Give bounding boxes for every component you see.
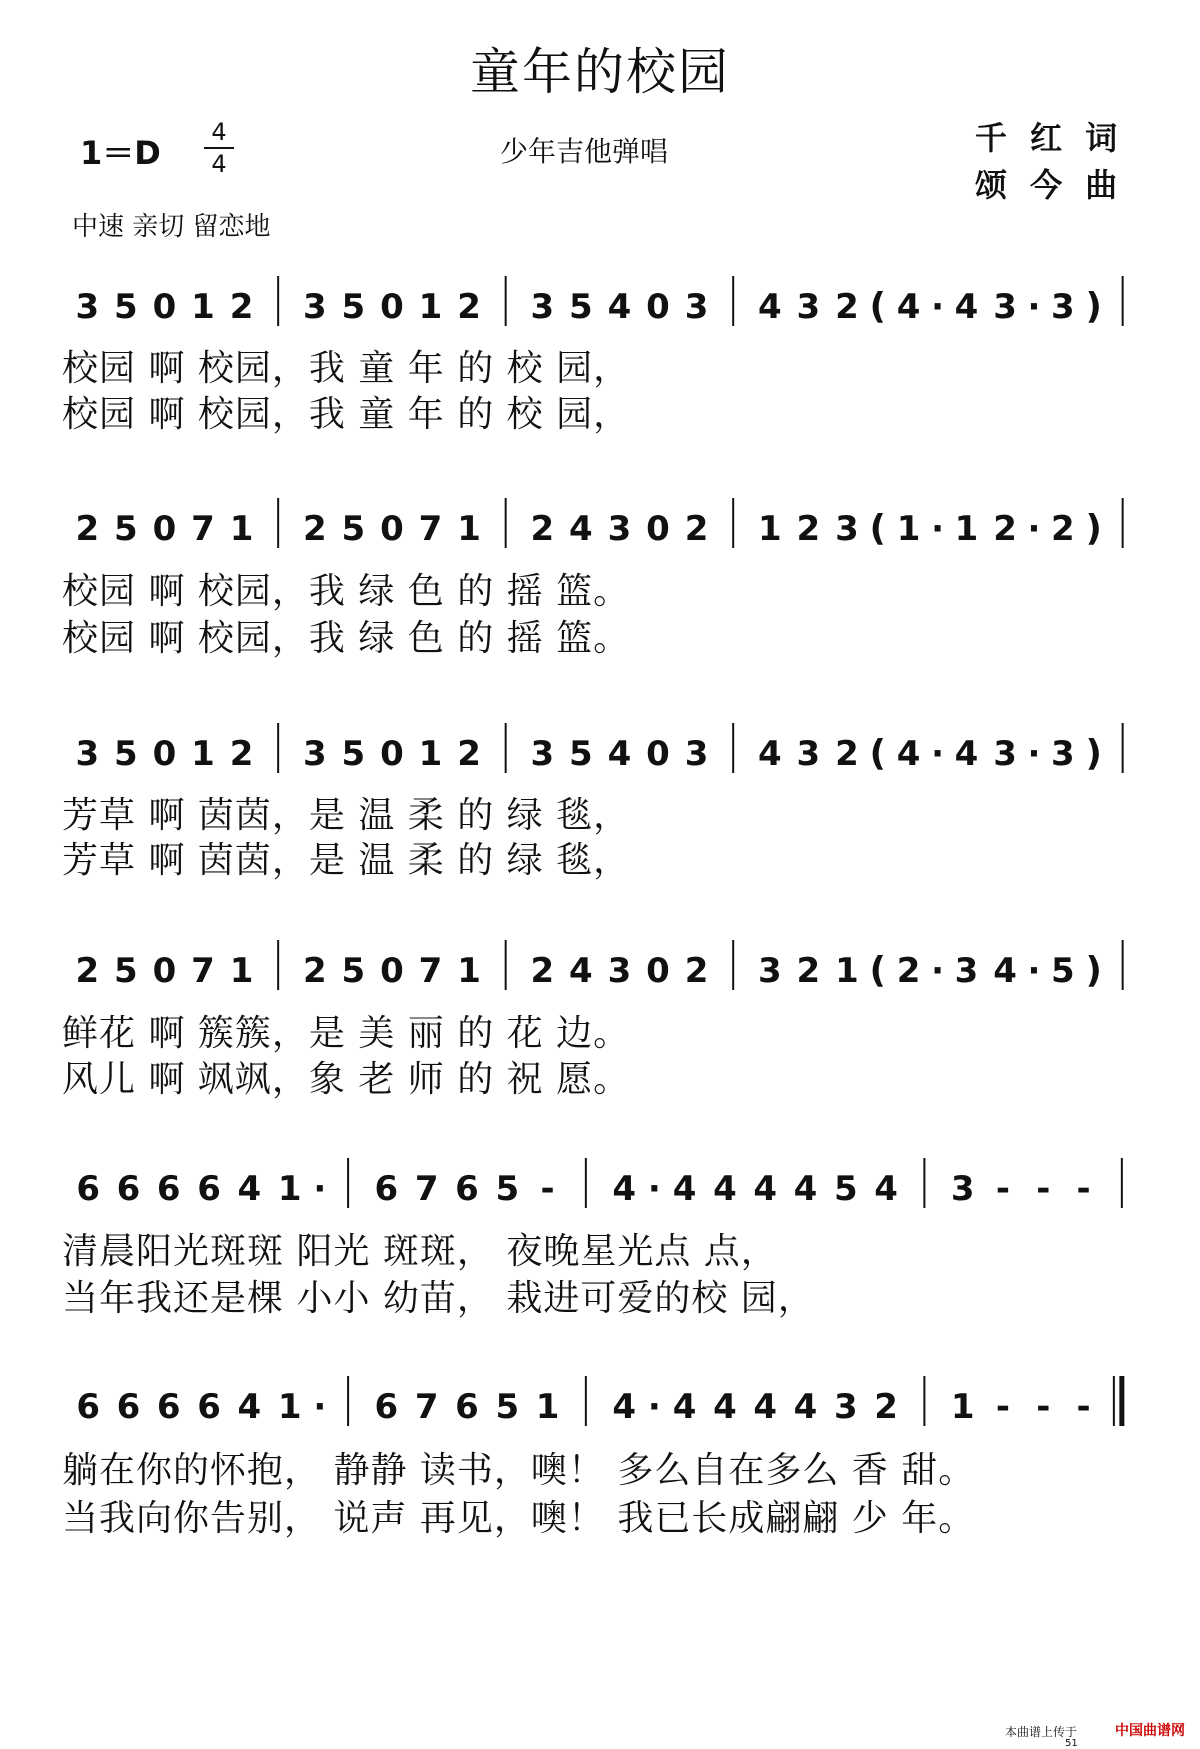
key-signature: 1＝D [80,134,161,172]
score-note: 6 [116,1387,141,1427]
score-note: 4 [612,1169,636,1209]
score-note: ( [869,286,887,327]
score-note: 3 [1051,287,1075,327]
footer-upload-text: 本曲谱上传于 [1005,1725,1078,1739]
score-note: 3 [684,287,709,327]
score-note: 4 [757,734,782,774]
subtitle: 少年吉他弹唱 [500,135,669,168]
score-note: 0 [152,287,177,327]
score-note: 4 [713,1169,737,1209]
score-note: 4 [896,734,921,774]
score-note: 1 [457,951,481,991]
lyric-line-4-verse-2: 风儿 啊 飒飒，象 老 师 的 祝 愿。 [62,1059,631,1100]
score-note: 3 [684,734,709,774]
score-note: 2 [835,734,859,774]
lyric-line-5-verse-1: 清晨阳光斑斑 阳光 斑斑， 夜晚星光点 点， [62,1231,778,1272]
score-note: 3 [607,951,632,991]
score-note: 4 [607,287,632,327]
score-note: 3 [950,1169,975,1209]
score-note: 3 [75,287,100,327]
song-title: 童年的校园 [470,43,730,101]
score-note: 5 [833,1169,858,1209]
score-note: 4 [237,1169,262,1209]
score-note: 0 [380,287,404,327]
score-note: 5 [114,509,138,549]
score-note: 4 [569,951,593,991]
score-note: · [931,509,945,549]
score-note: 1 [757,509,782,549]
score-note: - [1076,1387,1091,1427]
score-note: 4 [607,734,632,774]
score-note: 3 [993,287,1017,327]
score-note: 1 [277,1387,302,1427]
score-note: 5 [114,287,138,327]
score-note: · [931,734,945,774]
page-number: 51 [1065,1738,1078,1749]
score-note: 2 [684,509,709,549]
score-note: 6 [76,1387,100,1427]
score-note: 2 [457,734,481,774]
lyric-line-3-verse-1: 芳草 啊 茵茵，是 温 柔 的 绿 毯， [62,795,631,836]
score-note: 0 [380,734,404,774]
score-note: 3 [530,734,555,774]
lyric-line-6-verse-1: 躺在你的怀抱， 静静 读书，噢！ 多么自在多么 香 甜。 [62,1450,976,1491]
score-note: 3 [796,734,821,774]
score-note: 2 [229,287,254,327]
score-note: 2 [993,509,1017,549]
score-note: 1 [896,509,921,549]
score-note: 1 [191,734,215,774]
score-note: · [931,951,945,991]
score-note: ) [1085,286,1102,327]
score-note: ) [1085,733,1102,774]
score-note: 0 [152,951,177,991]
score-note: · [313,1387,327,1427]
score-note: 4 [993,951,1017,991]
score-note: 3 [1051,734,1075,774]
score-note: 1 [418,734,443,774]
score-note: 2 [835,287,859,327]
score-note: 0 [646,509,670,549]
score-note: 2 [302,951,327,991]
score-note: 2 [530,951,555,991]
footer-site-name: 中国曲谱网 [1115,1723,1185,1739]
score-note: 3 [833,1387,858,1427]
score-note: 4 [237,1387,262,1427]
score-note: 6 [197,1387,221,1427]
score-note: 5 [495,1169,520,1209]
score-note: 2 [796,951,821,991]
score-note: 0 [380,509,404,549]
score-note: 1 [229,509,254,549]
score-note: 7 [414,1387,439,1427]
lyric-line-1-verse-2: 校园 啊 校园，我 童 年 的 校 园， [62,394,631,435]
score-note: 4 [612,1387,636,1427]
score-note: · [313,1169,327,1209]
score-note: 7 [191,951,215,991]
score-note: · [1027,509,1041,549]
tempo-marking: 中速 亲切 留恋地 [72,212,271,242]
score-note: 0 [152,734,177,774]
score-note: 1 [457,509,481,549]
score-note: 5 [495,1387,520,1427]
score-note: 5 [569,287,593,327]
score-note: 4 [672,1169,697,1209]
score-note: · [647,1169,661,1209]
score-note: 3 [757,951,782,991]
lyric-line-2-verse-1: 校园 啊 校园，我 绿 色 的 摇 篮。 [62,571,631,612]
score-note: 3 [302,287,327,327]
score-note: 3 [796,287,821,327]
score-note: ( [869,733,887,774]
composer: 颂 今 曲 [975,166,1124,204]
score-note: 5 [1051,951,1075,991]
score-note: 2 [75,951,100,991]
score-note: 4 [672,1387,697,1427]
score-note: · [647,1387,661,1427]
score-note: 0 [646,287,670,327]
score-note: 0 [646,951,670,991]
score-note: - [540,1169,555,1209]
lyric-line-6-verse-2: 当我向你告别， 说声 再见，噢！ 我已长成翩翩 少 年。 [62,1498,976,1539]
score-note: ) [1085,950,1102,991]
lyric-line-2-verse-2: 校园 啊 校园，我 绿 色 的 摇 篮。 [62,618,631,659]
lyric-line-3-verse-2: 芳草 啊 茵茵，是 温 柔 的 绿 毯， [62,840,631,881]
lyricist: 千 红 词 [975,119,1124,157]
score-note: 4 [757,287,782,327]
score-note: 2 [75,509,100,549]
score-note: 6 [156,1387,181,1427]
score-note: 2 [530,509,555,549]
score-note: - [995,1387,1011,1427]
score-note: · [1027,734,1041,774]
score-note: 5 [569,734,593,774]
score-note: 3 [993,734,1017,774]
score-note: 5 [114,951,138,991]
score-note: · [1027,287,1041,327]
score-note: 2 [796,509,821,549]
score-note: 2 [302,509,327,549]
score-note: 3 [835,509,859,549]
score-note: 6 [197,1169,221,1209]
time-signature-top: 4 [211,118,227,146]
score-note: - [995,1169,1011,1209]
score-note: 4 [793,1169,818,1209]
lyric-line-5-verse-2: 当年我还是棵 小小 幼苗， 栽进可爱的校 园， [62,1278,815,1319]
score-note: 1 [418,287,443,327]
score-note: 7 [418,509,443,549]
score-note: 1 [277,1169,302,1209]
score-note: 2 [896,951,921,991]
score-note: · [931,287,945,327]
score-note: 2 [229,734,254,774]
score-note: 5 [341,287,366,327]
score-note: 1 [835,951,859,991]
score-note: 4 [896,287,921,327]
score-note: 1 [954,509,979,549]
lyric-line-1-verse-1: 校园 啊 校园，我 童 年 的 校 园， [62,348,631,389]
score-note: 4 [793,1387,818,1427]
score-note: 4 [713,1387,737,1427]
score-note: 6 [156,1169,181,1209]
score-note: 3 [530,287,555,327]
score-note: 0 [646,734,670,774]
score-note: - [1076,1169,1091,1209]
score-note: 1 [191,287,215,327]
score-note: 4 [954,734,979,774]
score-note: 5 [341,951,366,991]
score-note: 3 [954,951,979,991]
score-note: 2 [684,951,709,991]
score-note: 5 [341,734,366,774]
score-note: 6 [374,1169,399,1209]
score-note: 1 [950,1387,975,1427]
score-note: 6 [455,1169,479,1209]
score-note: - [1036,1169,1051,1209]
score-note: 3 [302,734,327,774]
score-note: 6 [374,1387,399,1427]
lyric-line-4-verse-1: 鲜花 啊 簇簇，是 美 丽 的 花 边。 [62,1013,631,1054]
score-note: 4 [874,1169,898,1209]
score-note: 6 [455,1387,479,1427]
score-note: 5 [114,734,138,774]
score-note: 1 [535,1387,560,1427]
score-note: 2 [874,1387,898,1427]
score-note: 4 [753,1169,778,1209]
score-note: 4 [954,287,979,327]
score-note: 3 [75,734,100,774]
score-note: - [1036,1387,1051,1427]
score-note: 4 [753,1387,778,1427]
score-note: 2 [457,287,481,327]
score-note: · [1027,951,1041,991]
score-note: 0 [152,509,177,549]
score-note: 6 [76,1169,100,1209]
score-note: 7 [191,509,215,549]
score-note: 0 [380,951,404,991]
score-note: ( [869,950,887,991]
score-note: 5 [341,509,366,549]
score-note: 4 [569,509,593,549]
score-note: ( [869,508,887,549]
score-note: 2 [1051,509,1075,549]
score-note: 3 [607,509,632,549]
score-note: 7 [418,951,443,991]
score-note: 7 [414,1169,439,1209]
score-note: 1 [229,951,254,991]
score-note: 6 [116,1169,141,1209]
time-signature-bottom: 4 [211,150,227,178]
score-note: ) [1085,508,1102,549]
